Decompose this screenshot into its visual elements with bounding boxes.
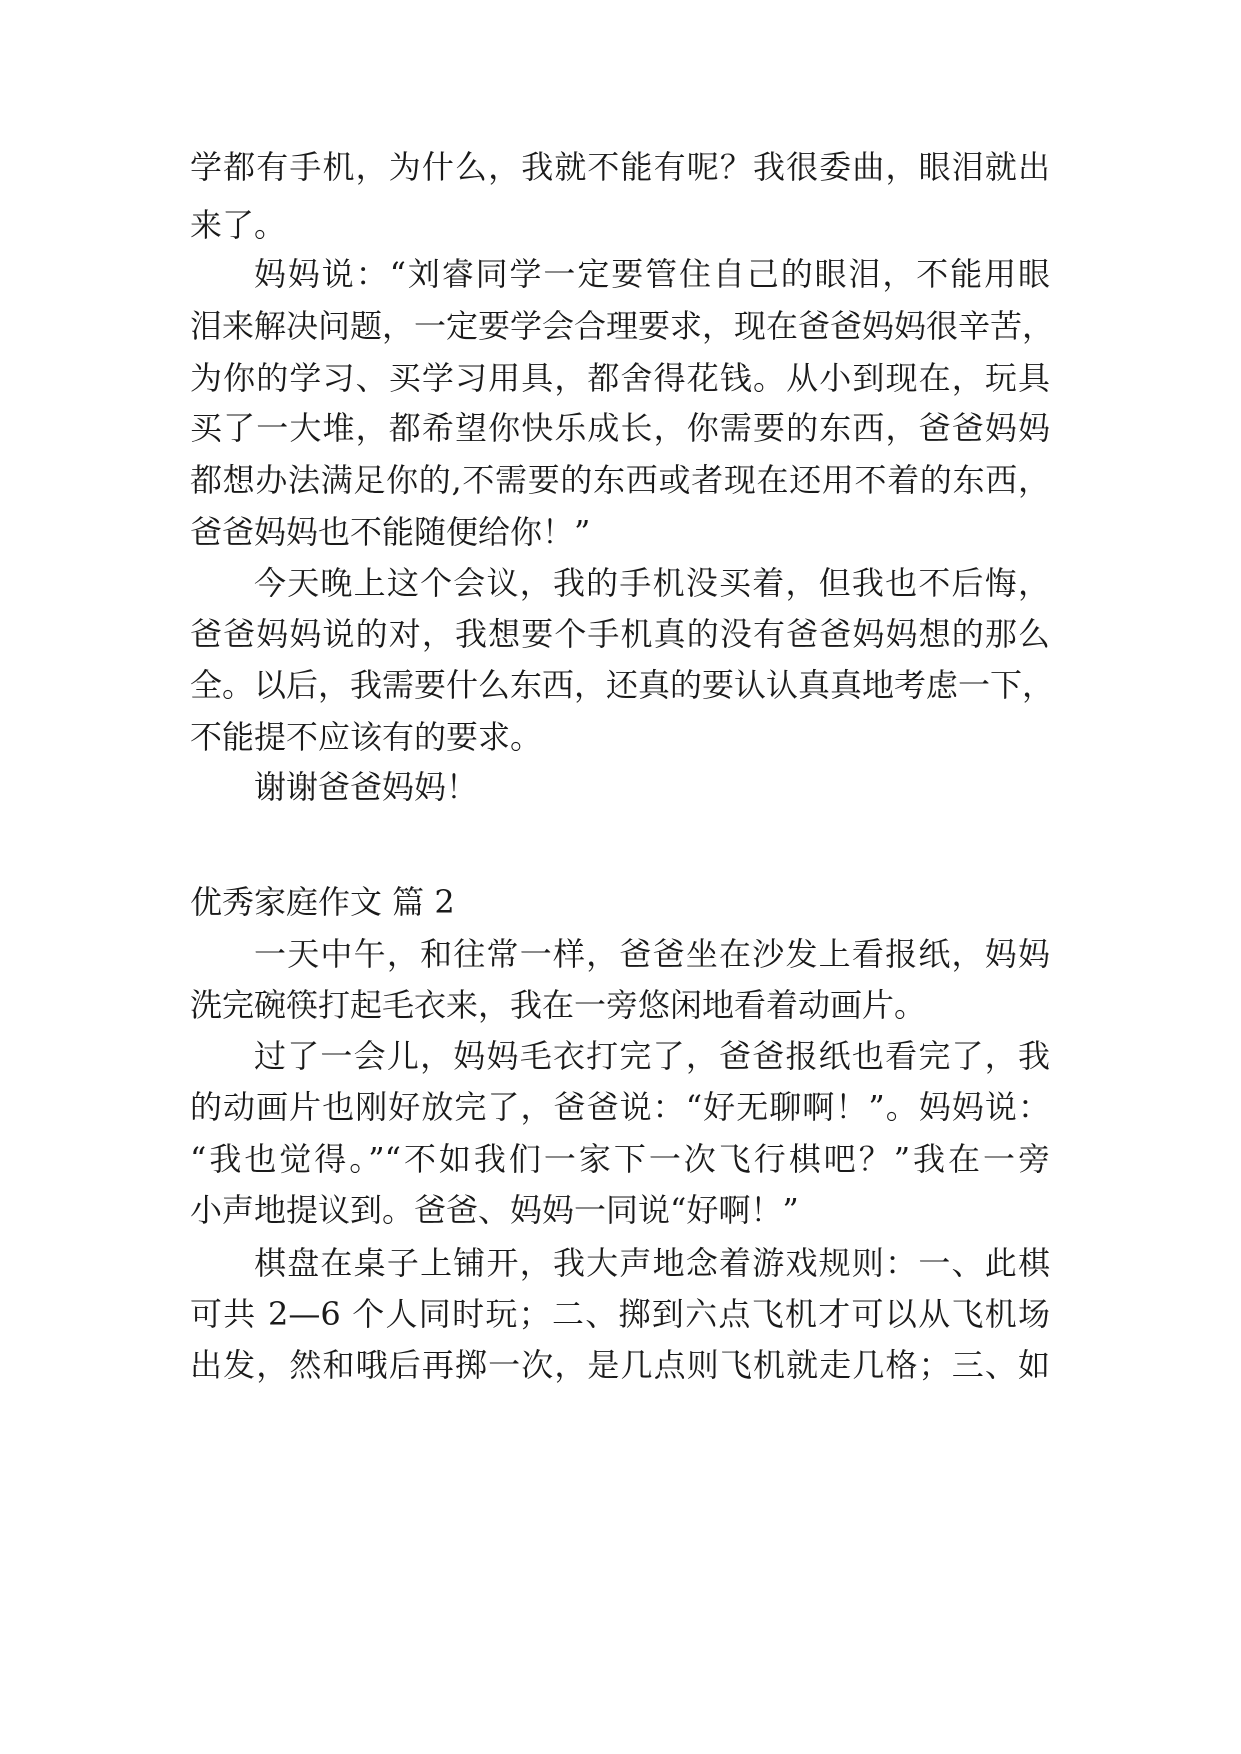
paragraph-line: 棋盘在桌子上铺开，我大声地念着游戏规则：一、此棋 [254,1244,1050,1282]
paragraph-line: 可共 2—6 个人同时玩；二、掷到六点飞机才可以从飞机场 [190,1295,1050,1333]
paragraph-line: 的动画片也刚好放完了，爸爸说：“好无聊啊！”。妈妈说： [190,1088,1050,1126]
paragraph-line: 都想办法满足你的,不需要的东西或者现在还用不着的东西， [190,461,1050,499]
paragraph-line: 不能提不应该有的要求。 [190,718,543,756]
paragraph-line: 全。以后，我需要什么东西，还真的要认认真真地考虑一下， [190,666,1055,704]
paragraph-line: 爸爸妈妈也不能随便给你！” [190,513,591,551]
paragraph-line: 买了一大堆，都希望你快乐成长，你需要的东西，爸爸妈妈 [190,409,1050,447]
section-heading: 优秀家庭作文 篇 2 [190,883,455,921]
paragraph-line: 学都有手机，为什么，我就不能有呢？我很委曲，眼泪就出 [190,148,1050,186]
paragraph-line: 泪来解决问题，一定要学会合理要求，现在爸爸妈妈很辛苦， [190,307,1055,345]
paragraph-line: 来了。 [190,206,287,244]
paragraph-line: 过了一会儿，妈妈毛衣打完了，爸爸报纸也看完了，我 [254,1037,1050,1075]
paragraph-line: “我也觉得。”“不如我们一家下一次飞行棋吧？”我在一旁 [190,1140,1050,1178]
paragraph-line: 为你的学习、买学习用具，都舍得花钱。从小到现在，玩具 [190,359,1050,397]
paragraph-line: 妈妈说：“刘睿同学一定要管住自己的眼泪，不能用眼 [254,255,1050,293]
paragraph-line: 洗完碗筷打起毛衣来，我在一旁悠闲地看着动画片。 [190,986,927,1024]
paragraph-line: 谢谢爸爸妈妈！ [254,768,479,806]
paragraph-line: 爸爸妈妈说的对，我想要个手机真的没有爸爸妈妈想的那么 [190,615,1050,653]
paragraph-line: 出发，然和哦后再掷一次，是几点则飞机就走几格；三、如 [190,1346,1050,1384]
paragraph-line: 一天中午，和往常一样，爸爸坐在沙发上看报纸，妈妈 [254,935,1050,973]
paragraph-line: 小声地提议到。爸爸、妈妈一同说“好啊！” [190,1191,799,1229]
paragraph-line: 今天晚上这个会议，我的手机没买着，但我也不后悔， [254,564,1050,602]
